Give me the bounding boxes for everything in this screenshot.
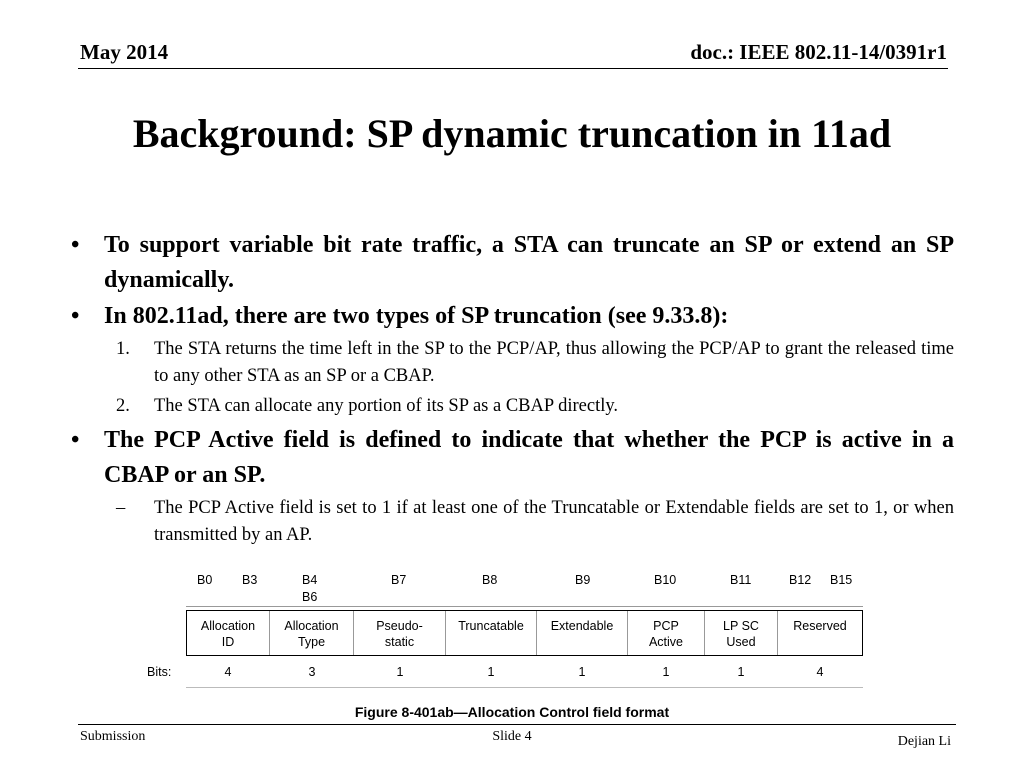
footer-rule bbox=[78, 724, 956, 725]
sub-item-3 bbox=[71, 495, 954, 549]
field-allocation-type: Allocation Type bbox=[270, 611, 354, 655]
bullet-marker: • bbox=[71, 303, 80, 329]
sub-item-2 bbox=[71, 393, 954, 420]
sub-item-text: The STA can allocate any portion of its SP as a CBAP directly. bbox=[154, 396, 619, 416]
sub-item-1 bbox=[71, 336, 954, 390]
footer-submission: Submission bbox=[80, 729, 146, 744]
field-allocation-id: Allocation ID bbox=[187, 611, 270, 655]
bullet-2 bbox=[71, 299, 954, 334]
bit-label-b0: B0 bbox=[197, 573, 213, 587]
header-rule bbox=[78, 68, 948, 69]
sub-item-marker: – bbox=[116, 498, 126, 518]
bit-label-b9: B9 bbox=[575, 573, 591, 587]
bit-label-b10: B10 bbox=[654, 573, 677, 587]
bullet-text: To support variable bit rate traffic, a STA can truncate an SP or extend an SP dynamically. bbox=[104, 232, 954, 293]
field-pseudo-static: Pseudo- static bbox=[354, 611, 446, 655]
field-truncatable: Truncatable bbox=[446, 611, 537, 655]
bits-value-truncatable: 1 bbox=[487, 665, 495, 679]
bits-value-allocation-id: 4 bbox=[224, 665, 232, 679]
header-date: May 2014 bbox=[80, 40, 169, 64]
bit-label-b6: B6 bbox=[302, 590, 318, 604]
field-top-rule bbox=[186, 606, 863, 607]
bits-value-extendable: 1 bbox=[578, 665, 586, 679]
footer-slide-number: Slide 4 bbox=[492, 729, 532, 744]
bits-label: Bits: bbox=[147, 665, 172, 679]
bullet-1 bbox=[71, 228, 954, 298]
bits-value-pcp-active: 1 bbox=[662, 665, 670, 679]
bullet-marker: • bbox=[71, 232, 80, 258]
bit-label-b8: B8 bbox=[482, 573, 498, 587]
bit-label-b12: B12 bbox=[789, 573, 812, 587]
bits-value-reserved: 4 bbox=[816, 665, 824, 679]
footer-author: Dejian Li bbox=[897, 734, 951, 749]
field-lp-sc-used: LP SC Used bbox=[705, 611, 778, 655]
bit-label-b4: B4 bbox=[302, 573, 318, 587]
slide-title: Background: SP dynamic truncation in 11ad bbox=[132, 111, 892, 156]
bullet-text: In 802.11ad, there are two types of SP truncation (see 9.33.8): bbox=[104, 303, 729, 329]
bullet-3 bbox=[71, 423, 954, 493]
sub-item-marker: 2. bbox=[116, 396, 130, 416]
bits-rule bbox=[186, 687, 863, 688]
field-format-table bbox=[186, 610, 863, 656]
field-reserved: Reserved bbox=[793, 619, 847, 633]
sub-item-text: The STA returns the time left in the SP to the PCP/AP, thus allowing the PCP/AP to grant the released time to any other STA as an SP or a CBAP. bbox=[154, 339, 954, 386]
sub-item-marker: 1. bbox=[116, 339, 130, 359]
slide-body bbox=[71, 228, 954, 552]
field-pcp-active: PCP Active bbox=[628, 611, 705, 655]
sub-item-text: The PCP Active field is set to 1 if at least one of the Truncatable or Extendable fields are set to 1, or when transmitted by an AP. bbox=[154, 498, 954, 545]
bit-label-b11: B11 bbox=[730, 573, 752, 587]
header-doc-id: doc.: IEEE 802.11-14/0391r1 bbox=[690, 40, 947, 64]
bits-value-pseudo-static: 1 bbox=[396, 665, 404, 679]
bit-label-b3: B3 bbox=[242, 573, 258, 587]
bullet-marker: • bbox=[71, 427, 80, 453]
bits-value-lp-sc-used: 1 bbox=[737, 665, 745, 679]
bullet-text: The PCP Active field is defined to indicate that whether the PCP is active in a CBAP or an SP. bbox=[104, 427, 954, 488]
figure-caption: Figure 8-401ab—Allocation Control field format bbox=[354, 704, 670, 720]
bit-label-b7: B7 bbox=[391, 573, 407, 587]
field-extendable: Extendable bbox=[537, 611, 628, 655]
bits-value-allocation-type: 3 bbox=[308, 665, 316, 679]
bit-label-b15: B15 bbox=[830, 573, 853, 587]
